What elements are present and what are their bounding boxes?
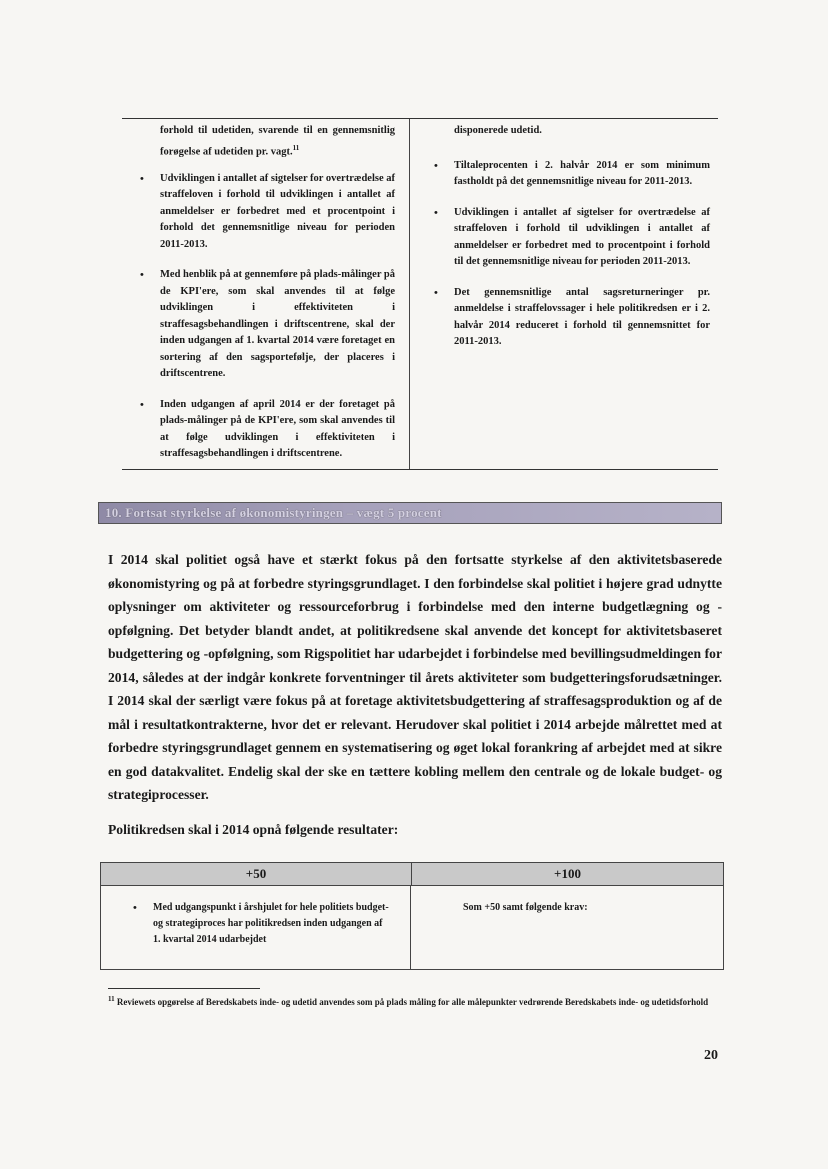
list-item: • Tiltaleprocenten i 2. halvår 2014 er som minimum fastholdt på det gennemsnitlige niveau for 2011-2013. bbox=[436, 158, 710, 191]
results-table-body bbox=[101, 886, 723, 970]
right-lead-text: disponerede udetid. bbox=[454, 125, 542, 136]
footnote-number: 11 bbox=[108, 995, 115, 1003]
results-table-header bbox=[101, 863, 723, 886]
results-table bbox=[100, 862, 724, 970]
left-lead-text: forhold til udetiden, svarende til en gennemsnitlig forøgelse af udetiden pr. vagt.$^{11}$ bbox=[160, 125, 395, 157]
list-item: • Udviklingen i antallet af sigtelser for overtrædelse af straffeloven i forhold til udviklingen i antallet af anmeldelser er forbedret med to procentpoint i forhold til det gennemsnitlige niveau for perioden 2011-2013. bbox=[436, 205, 710, 271]
header-plus50: +50 bbox=[101, 863, 412, 885]
top-table-left-column bbox=[122, 119, 410, 469]
footnote-text: Reviewets opgørelse af Beredskabets inde- og udetid anvendes som på plads måling for alle målepunkter vedrørende Beredskabets inde- og udetidsforhold bbox=[116, 997, 709, 1007]
list-item: • Det gennemsnitlige antal sagsreturneringer pr. anmeldelse i straffelovssager i hele politikredsen er i 2. halvår 2014 reduceret i forhold til gennemsnittet for 2011-2013. bbox=[436, 285, 710, 351]
body-paragraph: I 2014 skal politiet også have et stærkt fokus på den fortsatte styrkelse af den aktivitetsbaserede økonomistyring og på at forbedre styringsgrundlaget. I den forbindelse skal politiet i højere grad udnytte oplysninger om aktiviteter og ressourceforbrug i forbindelse med den interne budgetlægning og -opfølgning. Det betyder blandt andet, at politikredsene skal anvende det koncept for aktivitetsbaseret budgettering og -opfølgning, som Rigspolitiet har udarbejdet i forbindelse med bevillingsudmeldingen for 2014, således at der indgår konkrete forventninger til årets aktiviteter som budgetteringsforudsætninger. I 2014 skal der særligt være fokus på at foretage aktivitetsbudgettering af straffesagsproduktion og af de mål i resultatkontrakterne, hvor det er relevant. Herudover skal politiet i 2014 arbejde målrettet med at forbedre styringsgrundlaget gennem en systematisering og øget lokal forankring af arbejdet med at sikre en god datakvalitet. Endelig skal der ske en tættere kobling mellem den centrale og de lokale budget- og strategiprocesser. bbox=[108, 552, 722, 802]
results-cell-plus100: Som +50 samt følgende krav: bbox=[463, 902, 588, 913]
list-item: • Udviklingen i antallet af sigtelser for overtrædelse af straffeloven i forhold til udviklingen i antallet af anmeldelser er forbedret med et procentpoint i forhold det gennemsnitlige niveau for perioden 2011-2013. bbox=[142, 171, 395, 254]
results-cell-plus50 bbox=[101, 886, 411, 970]
top-results-table bbox=[122, 118, 718, 470]
list-item: • Inden udgangen af april 2014 er der foretaget på plads-målinger på de KPI'ere, som skal anvendes til at følge udviklingen i effektiviteten i straffesagsbehandlingen i driftscentrene. bbox=[142, 397, 395, 463]
list-item: • Med henblik på at gennemføre på plads-målinger på de KPI'ere, som skal anvendes til at følge udviklingen i effektiviteten i straffesagsbehandlingen i driftscentrene, skal der inden udgangen af 1. kvartal 2014 være foretaget en sortering af den sagsportefølje, der placeres i driftscentrene. bbox=[142, 267, 395, 383]
section-title: 10. Fortsat styrkelse af økonomistyringen – vægt 5 procent bbox=[105, 505, 442, 520]
footnote-ref: 11 bbox=[292, 143, 300, 152]
page-number: 20 bbox=[704, 1048, 718, 1063]
left-bullet-list bbox=[142, 171, 395, 463]
header-plus100: +100 bbox=[554, 866, 581, 881]
right-bullet-list bbox=[436, 158, 710, 351]
top-table-right-column bbox=[410, 119, 718, 469]
footnote bbox=[108, 992, 728, 1009]
results-intro: Politikredsen skal i 2014 opnå følgende resultater: bbox=[108, 822, 399, 837]
plus50-bullet-list bbox=[135, 900, 392, 948]
list-item: • Med udgangspunkt i årshjulet for hele politiets budget- og strategiproces har politikredsen inden udgangen af 1. kvartal 2014 udarbejdet bbox=[135, 900, 392, 948]
section-heading-bar bbox=[98, 502, 722, 524]
footnote-divider bbox=[108, 988, 260, 989]
